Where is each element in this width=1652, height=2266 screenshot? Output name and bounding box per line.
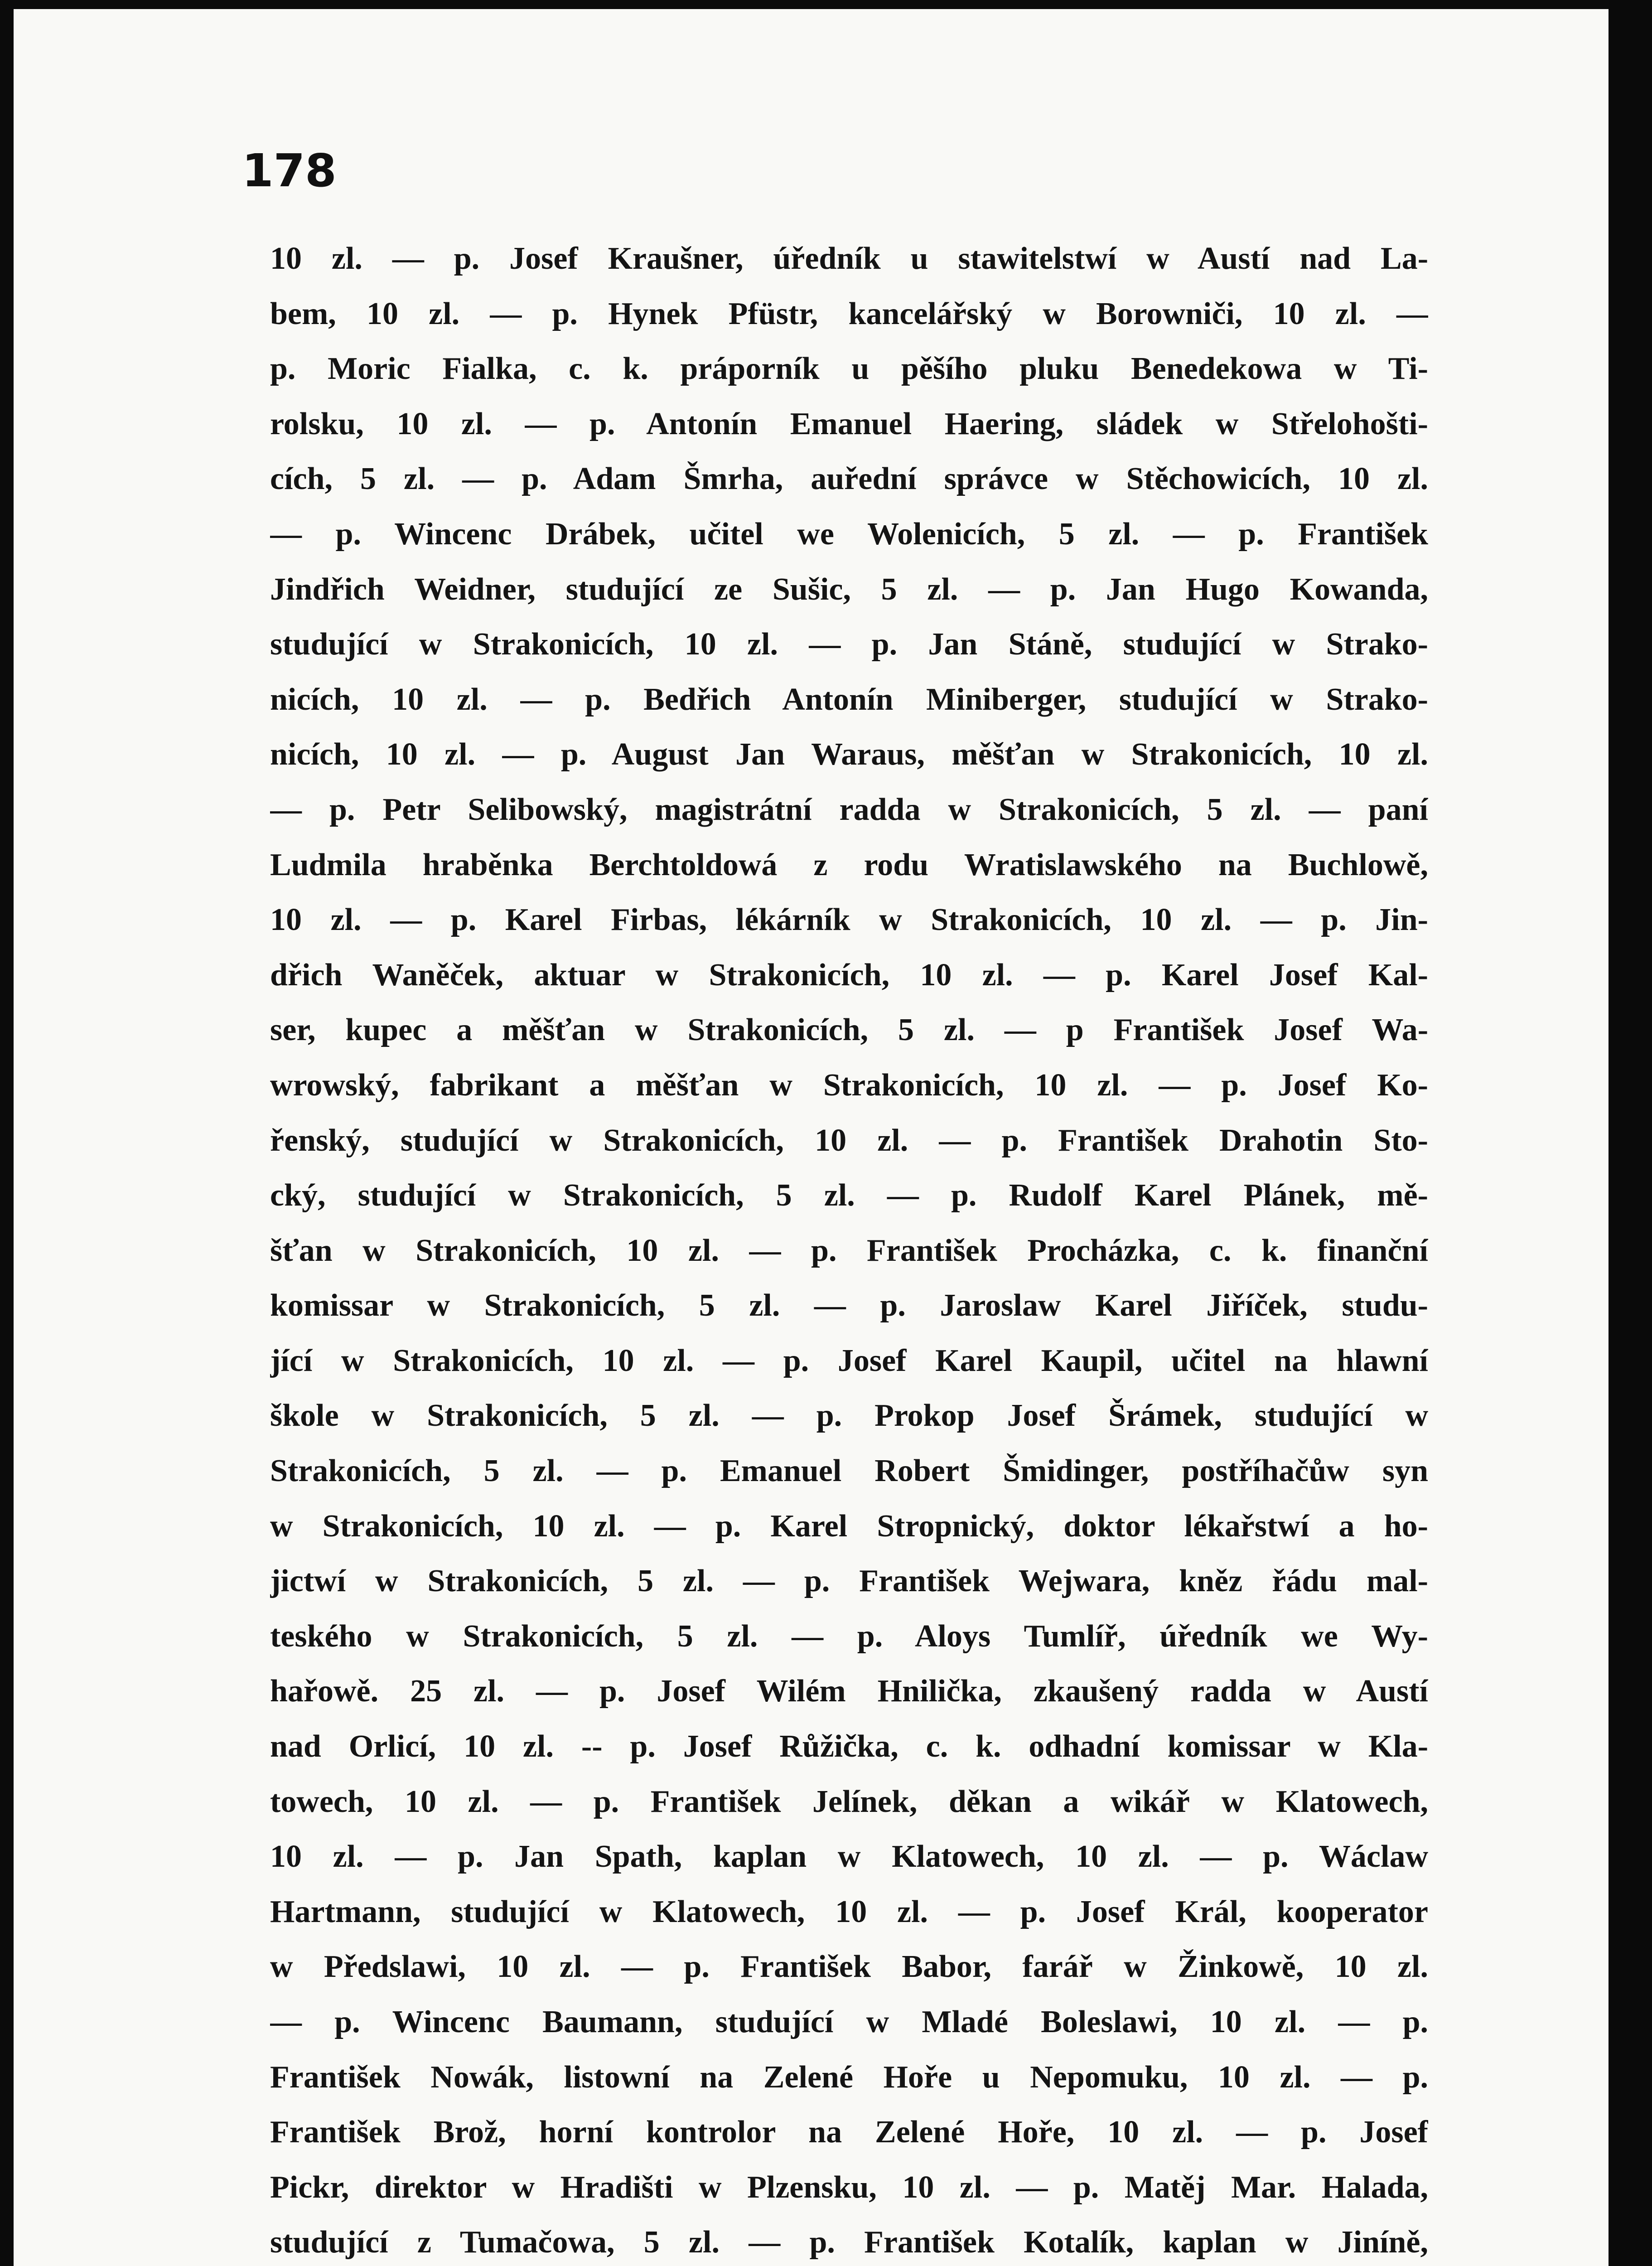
text-line: jictwí w Strakonicích, 5 zl. — p. František Wejwara, kněz řádu mal-	[270, 1564, 1428, 1599]
text-line: cký, studující w Strakonicích, 5 zl. — p. Rudolf Karel Plánek, mě-	[270, 1178, 1428, 1213]
page-number: 178	[242, 144, 337, 197]
text-line: 10 zl. — p. Karel Firbas, lékárník w Strakonicích, 10 zl. — p. Jin-	[270, 902, 1428, 938]
text-line: Jindřich Weidner, studující ze Sušic, 5 zl. — p. Jan Hugo Kowanda,	[270, 571, 1428, 607]
text-line: Pickr, direktor w Hradišti w Plzensku, 10 zl. — p. Matěj Mar. Halada,	[270, 2169, 1428, 2205]
text-line: šťan w Strakonicích, 10 zl. — p. František Procházka, c. k. finanční	[270, 1233, 1428, 1268]
text-line: řenský, studující w Strakonicích, 10 zl. — p. František Drahotin Sto-	[270, 1123, 1428, 1158]
text-line: nicích, 10 zl. — p. Bedřich Antonín Miniberger, studující w Strako-	[270, 682, 1428, 717]
text-line: dřich Waněček, aktuar w Strakonicích, 10 zl. — p. Karel Josef Kal-	[270, 957, 1428, 993]
text-line: w Strakonicích, 10 zl. — p. Karel Stropnický, doktor lékařstwí a ho-	[270, 1508, 1428, 1544]
text-line: František Brož, horní kontrolor na Zelené Hoře, 10 zl. — p. Josef	[270, 2115, 1428, 2150]
text-line: cích, 5 zl. — p. Adam Šmrha, auřední správce w Stěchowicích, 10 zl.	[270, 461, 1428, 497]
text-line: František Nowák, listowní na Zelené Hoře u Nepomuku, 10 zl. — p.	[270, 2059, 1428, 2095]
body-text	[270, 231, 1428, 2266]
text-line: teského w Strakonicích, 5 zl. — p. Aloys Tumlíř, úředník we Wy-	[270, 1618, 1428, 1654]
text-line: Hartmann, studující w Klatowech, 10 zl. — p. Josef Král, kooperator	[270, 1894, 1428, 1929]
text-line: — p. Petr Selibowský, magistrátní radda w Strakonicích, 5 zl. — paní	[270, 792, 1428, 827]
text-line: bem, 10 zl. — p. Hynek Pfüstr, kancelářský w Borowniči, 10 zl. —	[270, 296, 1428, 331]
text-line: p. Moric Fialka, c. k. práporník u pěšího pluku Benedekowa w Ti-	[270, 351, 1428, 387]
text-line: nad Orlicí, 10 zl. -- p. Josef Růžička, c. k. odhadní komissar w Kla-	[270, 1729, 1428, 1764]
text-line: wrowský, fabrikant a měšťan w Strakonicích, 10 zl. — p. Josef Ko-	[270, 1067, 1428, 1103]
text-line: nicích, 10 zl. — p. August Jan Waraus, měšťan w Strakonicích, 10 zl.	[270, 737, 1428, 772]
text-line: — p. Wincenc Drábek, učitel we Wolenicích, 5 zl. — p. František	[270, 516, 1428, 552]
book-page	[14, 9, 1609, 2266]
text-line: komissar w Strakonicích, 5 zl. — p. Jaroslaw Karel Jiříček, studu-	[270, 1288, 1428, 1323]
right-scan-edge	[1609, 0, 1652, 2266]
text-line: hařowě. 25 zl. — p. Josef Wilém Hnilička, zkaušený radda w Austí	[270, 1674, 1428, 1709]
text-line: — p. Wincenc Baumann, studující w Mladé Boleslawi, 10 zl. — p.	[270, 2005, 1428, 2039]
text-line: škole w Strakonicích, 5 zl. — p. Prokop Josef Šrámek, studující w	[270, 1398, 1428, 1433]
text-line: Ludmila hraběnka Berchtoldowá z rodu Wratislawského na Buchlowě,	[270, 847, 1428, 882]
text-line: studující w Strakonicích, 10 zl. — p. Jan Stáně, studující w Strako-	[270, 627, 1428, 662]
text-line: w Předslawi, 10 zl. — p. František Babor, farář w Žinkowě, 10 zl.	[270, 1949, 1428, 1985]
text-line: towech, 10 zl. — p. František Jelínek, děkan a wikář w Klatowech,	[270, 1784, 1428, 1819]
text-line: jící w Strakonicích, 10 zl. — p. Josef Karel Kaupil, učitel na hlawní	[270, 1343, 1428, 1378]
text-line: rolsku, 10 zl. — p. Antonín Emanuel Haering, sládek w Střelohošti-	[270, 406, 1428, 441]
text-line: studující z Tumačowa, 5 zl. — p. František Kotalík, kaplan w Jiníně,	[270, 2225, 1428, 2260]
text-line: 10 zl. — p. Josef Kraušner, úředník u stawitelstwí w Austí nad La-	[270, 241, 1428, 276]
text-line: 10 zl. — p. Jan Spath, kaplan w Klatowech, 10 zl. — p. Wáclaw	[270, 1839, 1428, 1874]
text-line: Strakonicích, 5 zl. — p. Emanuel Robert Šmidinger, postříhačůw syn	[270, 1453, 1428, 1489]
text-line: ser, kupec a měšťan w Strakonicích, 5 zl. — p František Josef Wa-	[270, 1012, 1428, 1048]
